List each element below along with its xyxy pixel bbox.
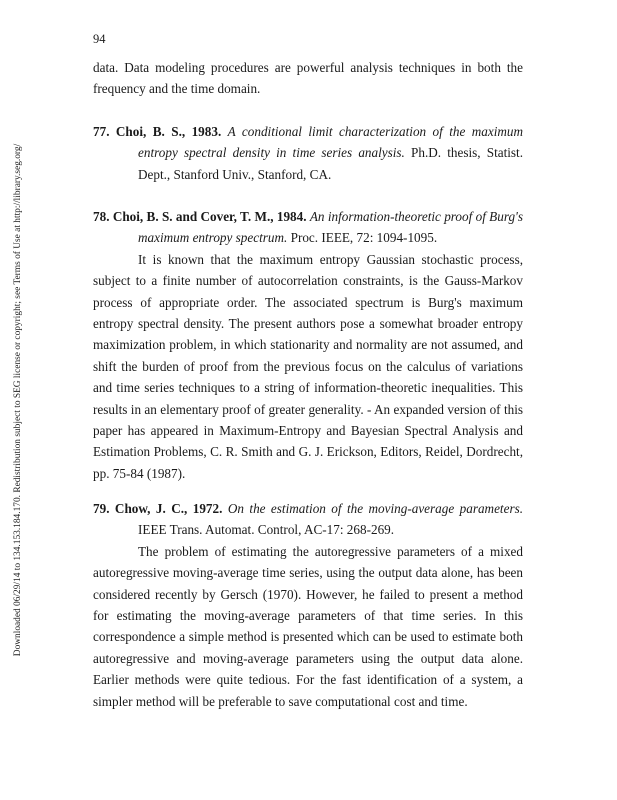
entry-author: Choi, B. S. and Cover, T. M., 1984. (112, 209, 307, 224)
entry-title: A conditional limit characterization of the maximum entropy spectral density in time series analysis. (138, 124, 524, 161)
entry-number: 77. (93, 124, 110, 139)
bibliography-entry-77 (93, 121, 523, 185)
entry-source: Ph.D. thesis, Statist. Dept., Stanford Univ., Stanford, CA. (138, 145, 524, 182)
entry-author: Choi, B. S., 1983. (115, 124, 222, 139)
entry-number: 79. (93, 501, 110, 516)
page-number: 94 (93, 32, 106, 46)
intro-paragraph (93, 57, 523, 100)
entry-title: An information-theoretic proof of Burg's maximum entropy spectrum. (138, 209, 524, 246)
entry-author: Chow, J. C., 1972. (114, 501, 223, 516)
intro-text: data. Data modeling procedures are powerful analysis techniques in both the frequency and the time domain. (93, 60, 523, 97)
entry-number: 78. (93, 209, 110, 224)
bibliography-entry-79 (93, 498, 523, 712)
bibliography-entry-78 (93, 206, 523, 484)
entry-title: On the estimation of the moving-average parameters. (227, 501, 524, 516)
entry-citation (93, 206, 523, 249)
entry-source: IEEE Trans. Automat. Control, AC-17: 268-269. (138, 522, 395, 538)
entry-source: Proc. IEEE, 72: 1094-1095. (290, 230, 438, 246)
entry-abstract: The problem of estimating the autoregressive parameters of a mixed autoregressive moving-average time series, using the output data alone, has been considered recently by Gersch (1970). However, he failed to present a method for estimating the moving-average parameters of that time series. In this correspondence a simple method is presented which can be used to estimate both autoregressive and moving-average parameters using the output data alone. Earlier methods were quite tedious. For the fast identification of a system, a simpler method will be preferable to save computational cost and time. (93, 543, 523, 709)
entry-abstract: It is known that the maximum entropy Gaussian stochastic process, subject to a finite number of autocorrelation constraints, is the Gauss-Markov process of appropriate order. The associated spectrum is Burg's maximum entropy spectral density. The present authors pose a somewhat broader entropy maximization problem, in which stationarity and normality are not assumed, and shift the burden of proof from the previous focus on the calculus of variations and time series techniques to a string of information-theoretic inequalities. This results in an elementary proof of greater generality. - An expanded version of this paper has appeared in Maximum-Entropy and Bayesian Spectral Analysis and Estimation Problems, C. R. Smith and G. J. Erickson, Editors, Reidel, Dordrecht, pp. 75-84 (1987). (93, 251, 523, 481)
entry-citation (93, 498, 523, 541)
download-notice: Downloaded 06/29/14 to 134.153.184.170. Redistribution subject to SEG license or copyright; see Terms of Use at http://library.seg.org/ (13, 143, 23, 657)
entry-citation (93, 121, 523, 185)
